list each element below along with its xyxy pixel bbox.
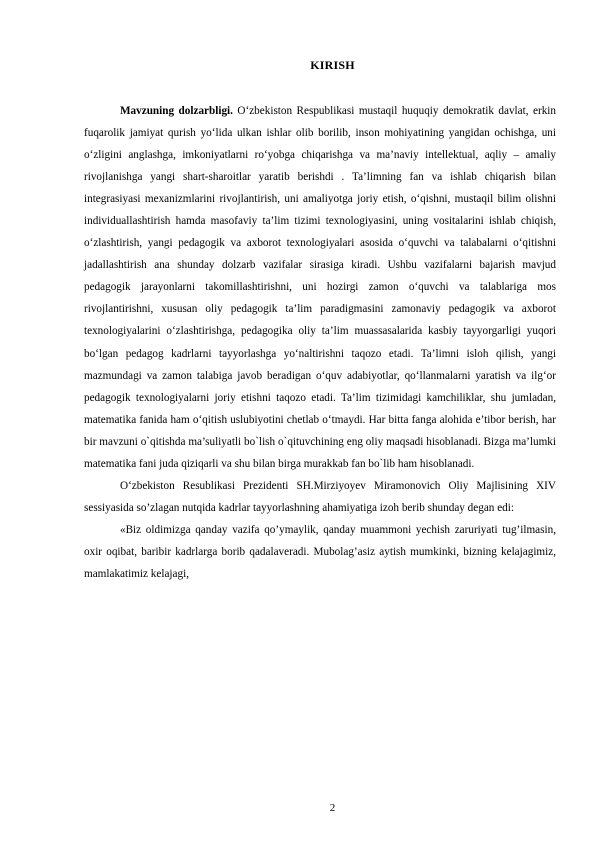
paragraph-lead: Mavzuning dolzarbligi.: [120, 105, 233, 117]
paragraph-text: O‘zbekiston Resublikasi Prezidenti SH.Mirziyoyev Miramonovich Oliy Majlisining XIV sessiyasida so’zlagan nutqida kadrlar tayyorlashning ahamiyatiga izoh berib shunday degan edi:: [84, 479, 556, 514]
paragraph-text: O‘zbekiston Respublikasi mustaqil huquqiy demokratik davlat, erkin fuqarolik jamiyat qurish yo‘lida ulkan ishlar olib borilib, inson mohiyatining yangidan ochishga, uni o‘zligini anglashga, imkoniyatlarni ro‘yobga chiqarishga va ma’naviy intellektual, aqliy – amaliy rivojlanishga yangi shart-sharoitlar yaratib berishdi . Ta’limning fan va ishlab chiqarish bilan integrasiyasi mexanizmlarini rivojlantirish, uni amaliyotga joriy etish, o‘qishni, mustaqil bilim olishni individuallashtirish hamda masofaviy ta’lim tizimi texnologiyasini, uning vositalarini ishlab chiqish, o‘zlashtirish, yangi pedagogik va axborot texnologiyalari asosida o‘quvchi va talabalarni o‘qitishni jadallashtirish ana shunday dolzarb vazifalar sirasiga kiradi. Ushbu vazifalarni bajarish mavjud pedagogik jarayonlarni takomillashtirishni, uni hozirgi zamon o‘quvchi va talablariga mos rivojlantirishni, xususan oliy pedagogik ta’lim paradigmasini zamonaviy pedagogik va axborot texnologiyalarini o‘zlashtirishga, pedagogika oliy ta’lim muassasalarida kasbiy tayyorgarligi yuqori bo‘lgan pedagog kadrlarni tayyorlashga yo‘naltirishni taqozo etadi. Ta’limni isloh qilish, yangi mazmundagi va zamon talabiga javob beradigan o‘quv adabiyotlar, qo‘llanmalarni yaratish va ilg‘or pedagogik texnologiyalarni joriy etishni taqozo etadi. Ta’lim tizimidagi kamchiliklar, shu jumladan, matematika fanida ham o‘qitish uslubiyotini chetlab o‘tmaydi. Har bitta fanga alohida e’tibor berish, har bir mavzuni o`qitishda ma’suliyatli bo`lish o`qituvchining eng oliy maqsadi hisoblanadi. Bizga ma’lumki matematika fani juda qiziqarli va shu bilan birga murakkab fan bo`lib ham hisoblanadi.: [84, 105, 556, 470]
section-title: KIRISH: [310, 58, 355, 72]
paragraph-text: «Biz oldimizga qanday vazifa qo’ymaylik, qanday muammoni yechish zaruriyati tug’ilmasin, oxir oqibat, baribir kadrlarga borib qadalaveradi. Mubolag’asiz aytish mumkinki, bizning kelajagimiz, mamlakatimiz kelajagi,: [84, 523, 556, 580]
body-text: [84, 100, 556, 585]
paragraph-relevance: [84, 100, 556, 475]
paragraph-president: [84, 475, 556, 519]
page-number: 2: [329, 802, 336, 814]
paragraph-quote: [84, 519, 556, 585]
